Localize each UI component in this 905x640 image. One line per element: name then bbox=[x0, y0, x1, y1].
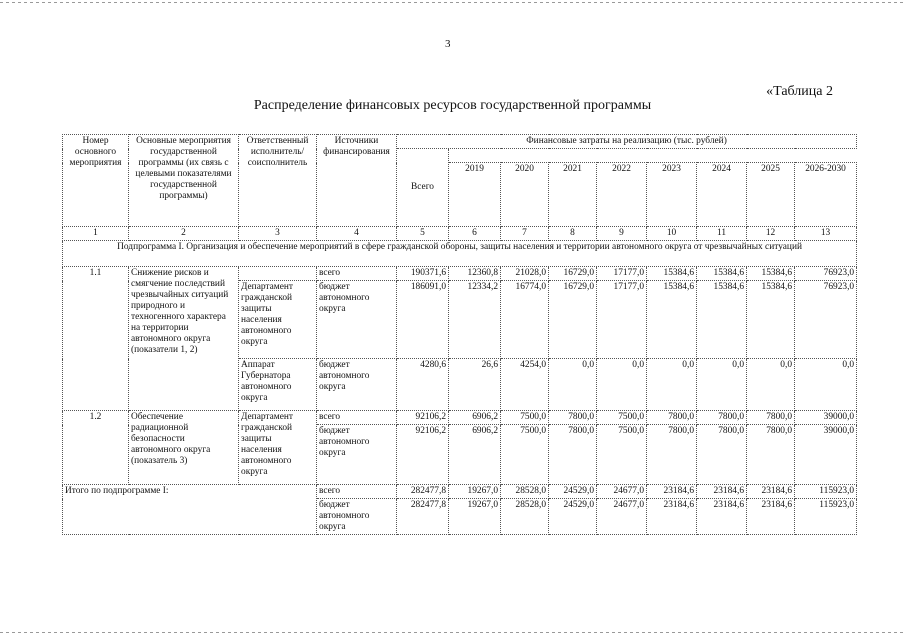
page-number: 3 bbox=[445, 38, 451, 50]
responsible-cell: Департамент гражданской защиты населения автономного округа bbox=[239, 411, 317, 485]
col-number: 13 bbox=[795, 227, 857, 241]
total-label: Итого по подпрограмме I: bbox=[63, 485, 317, 535]
value-cell: 26,6 bbox=[449, 359, 501, 411]
header-year: 2022 bbox=[597, 163, 647, 227]
value-cell: 15384,6 bbox=[647, 281, 697, 359]
responsible-cell: Департамент гражданской защиты населения автономного округа bbox=[239, 281, 317, 359]
table-row bbox=[63, 411, 857, 425]
value-cell: 21028,0 bbox=[501, 267, 549, 281]
value-cell: 39000,0 bbox=[795, 411, 857, 425]
header-main: Основные мероприятия государственной программы (их связь с целевыми показателями государственной программы) bbox=[129, 135, 239, 227]
value-cell: 15384,6 bbox=[747, 281, 795, 359]
subprogram-title: Подпрограмма I. Организация и обеспечение мероприятий в сфере гражданской обороны, защиты населения и территории автономного округа от чрезвычайных ситуаций bbox=[63, 241, 857, 267]
value-cell: 15384,6 bbox=[747, 267, 795, 281]
document-title: Распределение финансовых ресурсов государственной программы bbox=[253, 98, 652, 113]
value-cell: 23184,6 bbox=[697, 499, 747, 535]
header-row-1 bbox=[63, 135, 857, 149]
value-cell: 4254,0 bbox=[501, 359, 549, 411]
source-cell: всего bbox=[317, 267, 397, 281]
value-cell: 23184,6 bbox=[647, 485, 697, 499]
value-cell: 24677,0 bbox=[597, 499, 647, 535]
header-year: 2024 bbox=[697, 163, 747, 227]
value-cell: 16774,0 bbox=[501, 281, 549, 359]
value-cell: 7800,0 bbox=[647, 411, 697, 425]
responsible-cell: Аппарат Губернатора автономного округа bbox=[239, 359, 317, 411]
value-cell: 6906,2 bbox=[449, 425, 501, 485]
header-num: Номер основного мероприятия bbox=[63, 135, 129, 227]
bottom-edge bbox=[0, 632, 905, 633]
value-cell: 16729,0 bbox=[549, 281, 597, 359]
header-year: 2023 bbox=[647, 163, 697, 227]
header-year: 2025 bbox=[747, 163, 795, 227]
header-year: 2019 bbox=[449, 163, 501, 227]
value-cell: 0,0 bbox=[697, 359, 747, 411]
header-year: 2026-2030 bbox=[795, 163, 857, 227]
table-row bbox=[63, 267, 857, 281]
value-cell: 24529,0 bbox=[549, 485, 597, 499]
col-number: 7 bbox=[501, 227, 549, 241]
value-cell: 17177,0 bbox=[597, 267, 647, 281]
col-number: 11 bbox=[697, 227, 747, 241]
col-number: 2 bbox=[129, 227, 239, 241]
header-fin: Финансовые затраты на реализацию (тыс. рублей) bbox=[397, 135, 857, 149]
value-cell: 76923,0 bbox=[795, 281, 857, 359]
value-cell: 7500,0 bbox=[597, 425, 647, 485]
value-cell: 7800,0 bbox=[697, 425, 747, 485]
column-number-row bbox=[63, 227, 857, 241]
measure-number: 1.1 bbox=[63, 267, 129, 411]
value-cell: 7800,0 bbox=[647, 425, 697, 485]
value-cell: 7800,0 bbox=[549, 411, 597, 425]
value-cell: 282477,8 bbox=[397, 485, 449, 499]
source-cell: бюджет автономного округа bbox=[317, 425, 397, 485]
value-cell: 16729,0 bbox=[549, 267, 597, 281]
value-cell: 24677,0 bbox=[597, 485, 647, 499]
value-cell: 0,0 bbox=[747, 359, 795, 411]
value-cell: 12360,8 bbox=[449, 267, 501, 281]
col-number: 9 bbox=[597, 227, 647, 241]
value-cell: 7800,0 bbox=[747, 411, 795, 425]
measure-number: 1.2 bbox=[63, 411, 129, 485]
value-cell: 4280,6 bbox=[397, 359, 449, 411]
header-src: Источники финансирования bbox=[317, 135, 397, 227]
col-number: 4 bbox=[317, 227, 397, 241]
col-number: 3 bbox=[239, 227, 317, 241]
header-total: Всего bbox=[397, 149, 449, 227]
value-cell: 0,0 bbox=[647, 359, 697, 411]
value-cell: 24529,0 bbox=[549, 499, 597, 535]
value-cell: 28528,0 bbox=[501, 485, 549, 499]
value-cell: 23184,6 bbox=[697, 485, 747, 499]
subprogram-row bbox=[63, 241, 857, 267]
header-year: 2020 bbox=[501, 163, 549, 227]
value-cell: 23184,6 bbox=[747, 485, 795, 499]
resp-cell-empty bbox=[239, 267, 317, 281]
value-cell: 12334,2 bbox=[449, 281, 501, 359]
value-cell: 7800,0 bbox=[747, 425, 795, 485]
value-cell: 0,0 bbox=[549, 359, 597, 411]
value-cell: 7500,0 bbox=[501, 411, 549, 425]
table-label: «Таблица 2 bbox=[766, 84, 833, 99]
value-cell: 6906,2 bbox=[449, 411, 501, 425]
measure-name: Снижение рисков и смягчение последствий чрезвычайных ситуаций природного и техногенного характера на территории автономного округа (показатели 1, 2) bbox=[129, 267, 239, 411]
value-cell: 39000,0 bbox=[795, 425, 857, 485]
value-cell: 15384,6 bbox=[697, 281, 747, 359]
value-cell: 115923,0 bbox=[795, 499, 857, 535]
measure-name: Обеспечение радиационной безопасности автономного округа (показатель 3) bbox=[129, 411, 239, 485]
finance-table bbox=[62, 134, 857, 535]
value-cell: 23184,6 bbox=[747, 499, 795, 535]
top-edge bbox=[0, 2, 905, 3]
value-cell: 92106,2 bbox=[397, 411, 449, 425]
value-cell: 19267,0 bbox=[449, 499, 501, 535]
value-cell: 17177,0 bbox=[597, 281, 647, 359]
col-number: 10 bbox=[647, 227, 697, 241]
value-cell: 7800,0 bbox=[549, 425, 597, 485]
value-cell: 28528,0 bbox=[501, 499, 549, 535]
header-year: 2021 bbox=[549, 163, 597, 227]
col-number: 1 bbox=[63, 227, 129, 241]
value-cell: 7800,0 bbox=[697, 411, 747, 425]
source-cell: бюджет автономного округа bbox=[317, 359, 397, 411]
source-cell: всего bbox=[317, 485, 397, 499]
value-cell: 7500,0 bbox=[501, 425, 549, 485]
value-cell: 15384,6 bbox=[647, 267, 697, 281]
col-number: 8 bbox=[549, 227, 597, 241]
value-cell: 92106,2 bbox=[397, 425, 449, 485]
total-row bbox=[63, 485, 857, 499]
value-cell: 115923,0 bbox=[795, 485, 857, 499]
value-cell: 76923,0 bbox=[795, 267, 857, 281]
value-cell: 190371,6 bbox=[397, 267, 449, 281]
source-cell: всего bbox=[317, 411, 397, 425]
value-cell: 15384,6 bbox=[697, 267, 747, 281]
source-cell: бюджет автономного округа bbox=[317, 281, 397, 359]
value-cell: 0,0 bbox=[597, 359, 647, 411]
value-cell: 19267,0 bbox=[449, 485, 501, 499]
source-cell: бюджет автономного округа bbox=[317, 499, 397, 535]
value-cell: 0,0 bbox=[795, 359, 857, 411]
value-cell: 282477,8 bbox=[397, 499, 449, 535]
value-cell: 7500,0 bbox=[597, 411, 647, 425]
value-cell: 186091,0 bbox=[397, 281, 449, 359]
col-number: 6 bbox=[449, 227, 501, 241]
col-number: 5 bbox=[397, 227, 449, 241]
header-resp: Ответственный исполнитель/ соисполнитель bbox=[239, 135, 317, 227]
value-cell: 23184,6 bbox=[647, 499, 697, 535]
col-number: 12 bbox=[747, 227, 795, 241]
